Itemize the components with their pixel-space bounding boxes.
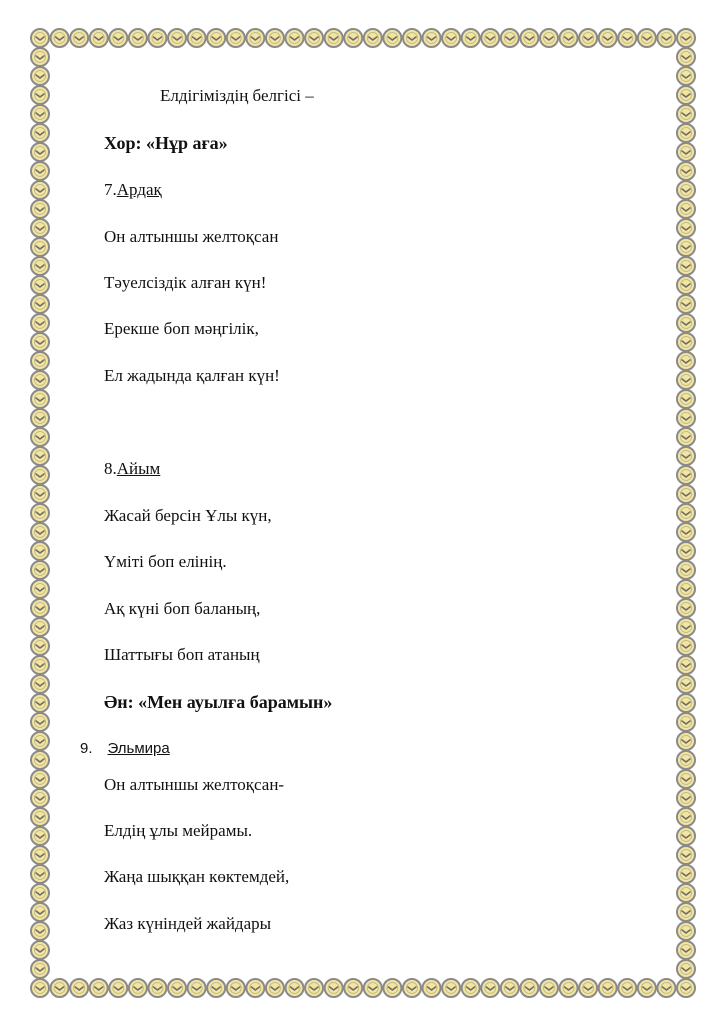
clock-ornament-icon — [31, 428, 49, 446]
clock-ornament-icon — [462, 979, 480, 997]
poem-line: Он алтыншы желтоқсан- — [104, 775, 285, 794]
clock-ornament-icon — [31, 903, 49, 921]
clock-ornament-icon — [168, 29, 186, 47]
clock-ornament-icon — [677, 637, 695, 655]
clock-ornament-icon — [560, 29, 578, 47]
clock-ornament-icon — [677, 580, 695, 598]
clock-ornament-icon — [31, 390, 49, 408]
clock-ornament-icon — [31, 941, 49, 959]
clock-ornament-icon — [31, 352, 49, 370]
clock-ornament-icon — [31, 48, 49, 66]
clock-ornament-icon — [403, 979, 421, 997]
clock-ornament-icon — [677, 827, 695, 845]
clock-ornament-icon — [442, 979, 460, 997]
clock-ornament-icon — [129, 979, 147, 997]
clock-ornament-icon — [246, 979, 264, 997]
clock-ornament-icon — [677, 314, 695, 332]
clock-ornament-icon — [305, 979, 323, 997]
clock-ornament-icon — [677, 257, 695, 275]
clock-ornament-icon — [31, 599, 49, 617]
clock-ornament-icon — [31, 143, 49, 161]
clock-ornament-icon — [481, 29, 499, 47]
clock-ornament-icon — [677, 86, 695, 104]
clock-ornament-icon — [305, 29, 323, 47]
clock-ornament-icon — [70, 979, 88, 997]
clock-ornament-icon — [31, 67, 49, 85]
clock-ornament-icon — [677, 485, 695, 503]
clock-ornament-icon — [677, 751, 695, 769]
clock-ornament-icon — [657, 979, 675, 997]
poem-line: Жасай берсін Ұлы күн, — [104, 506, 272, 525]
clock-ornament-icon — [31, 485, 49, 503]
clock-ornament-icon — [677, 466, 695, 484]
speaker-name: Эльмира — [107, 740, 170, 757]
clock-ornament-icon — [31, 922, 49, 940]
clock-ornament-icon — [90, 979, 108, 997]
clock-ornament-icon — [560, 979, 578, 997]
clock-ornament-icon — [31, 751, 49, 769]
clock-ornament-icon — [677, 542, 695, 560]
clock-ornament-icon — [423, 29, 441, 47]
clock-ornament-icon — [677, 409, 695, 427]
poem-line: Ақ күні боп баланың, — [104, 599, 261, 618]
clock-ornament-icon — [51, 29, 69, 47]
clock-ornament-icon — [168, 979, 186, 997]
clock-ornament-icon — [677, 238, 695, 256]
clock-ornament-icon — [31, 447, 49, 465]
clock-ornament-icon — [227, 979, 245, 997]
clock-ornament-icon — [540, 979, 558, 997]
clock-ornament-icon — [31, 295, 49, 313]
clock-ornament-icon — [31, 732, 49, 750]
clock-ornament-icon — [31, 637, 49, 655]
clock-ornament-icon — [31, 409, 49, 427]
song-heading-chorus: Хор: «Нұр аға» — [104, 133, 228, 153]
clock-ornament-icon — [677, 789, 695, 807]
clock-ornament-icon — [31, 846, 49, 864]
clock-ornament-icon — [677, 352, 695, 370]
clock-ornament-icon — [677, 523, 695, 541]
clock-ornament-icon — [677, 48, 695, 66]
clock-ornament-icon — [599, 979, 617, 997]
clock-ornament-icon — [677, 371, 695, 389]
clock-ornament-icon — [520, 29, 538, 47]
clock-ornament-icon — [638, 29, 656, 47]
clock-ornament-icon — [31, 314, 49, 332]
clock-ornament-icon — [31, 276, 49, 294]
clock-ornament-icon — [31, 466, 49, 484]
clock-ornament-icon — [31, 181, 49, 199]
clock-ornament-icon — [383, 29, 401, 47]
clock-ornament-icon — [677, 713, 695, 731]
clock-ornament-icon — [188, 29, 206, 47]
clock-ornament-icon — [677, 276, 695, 294]
clock-ornament-icon — [481, 979, 499, 997]
clock-ornament-icon — [677, 200, 695, 218]
poem-line: Ел жадында қалған күн! — [104, 366, 280, 385]
song-heading: Ән: «Мен ауылға барамын» — [104, 692, 333, 712]
speaker-number: 7. — [104, 180, 117, 199]
clock-ornament-icon — [677, 960, 695, 978]
clock-ornament-icon — [31, 960, 49, 978]
clock-ornament-icon — [677, 561, 695, 579]
clock-ornament-icon — [31, 865, 49, 883]
clock-ornament-icon — [31, 580, 49, 598]
clock-ornament-icon — [31, 200, 49, 218]
speaker-number: 8. — [104, 459, 117, 478]
clock-ornament-icon — [31, 238, 49, 256]
clock-ornament-icon — [657, 29, 675, 47]
clock-ornament-icon — [325, 29, 343, 47]
clock-ornament-icon — [618, 29, 636, 47]
poem-line: Ерекше боп мәңгілік, — [104, 319, 259, 338]
clock-ornament-icon — [677, 504, 695, 522]
clock-ornament-icon — [31, 770, 49, 788]
clock-ornament-icon — [285, 979, 303, 997]
clock-ornament-icon — [31, 523, 49, 541]
clock-ornament-icon — [423, 979, 441, 997]
clock-ornament-icon — [188, 979, 206, 997]
poem-line: Жаңа шыққан көктемдей, — [104, 867, 290, 886]
clock-ornament-icon — [31, 124, 49, 142]
clock-ornament-icon — [501, 29, 519, 47]
clock-ornament-icon — [442, 29, 460, 47]
clock-ornament-icon — [677, 694, 695, 712]
clock-ornament-icon — [364, 29, 382, 47]
clock-ornament-icon — [677, 941, 695, 959]
clock-ornament-icon — [31, 827, 49, 845]
clock-ornament-icon — [148, 979, 166, 997]
clock-ornament-icon — [677, 124, 695, 142]
clock-ornament-icon — [677, 181, 695, 199]
clock-ornament-icon — [51, 979, 69, 997]
clock-ornament-icon — [148, 29, 166, 47]
poem-line: Тәуелсіздік алған күн! — [104, 273, 267, 292]
clock-ornament-icon — [70, 29, 88, 47]
clock-ornament-icon — [677, 219, 695, 237]
clock-ornament-icon — [246, 29, 264, 47]
clock-ornament-icon — [677, 105, 695, 123]
clock-ornament-icon — [344, 29, 362, 47]
clock-ornament-icon — [462, 29, 480, 47]
clock-ornament-icon — [325, 979, 343, 997]
clock-ornament-icon — [677, 732, 695, 750]
clock-ornament-icon — [579, 29, 597, 47]
poem-line: Жаз күніндей жайдары — [104, 914, 272, 933]
clock-ornament-icon — [31, 86, 49, 104]
clock-ornament-icon — [677, 865, 695, 883]
clock-ornament-icon — [31, 29, 49, 47]
clock-ornament-icon — [520, 979, 538, 997]
clock-ornament-icon — [31, 561, 49, 579]
clock-ornament-icon — [31, 257, 49, 275]
clock-ornament-icon — [31, 618, 49, 636]
clock-ornament-icon — [31, 542, 49, 560]
clock-ornament-icon — [677, 903, 695, 921]
poem-line: Елдігіміздің белгісі – — [160, 86, 314, 105]
clock-ornament-icon — [677, 162, 695, 180]
clock-ornament-icon — [207, 29, 225, 47]
clock-ornament-icon — [677, 846, 695, 864]
clock-ornament-icon — [599, 29, 617, 47]
clock-ornament-icon — [383, 979, 401, 997]
clock-ornament-icon — [285, 29, 303, 47]
clock-ornament-icon — [677, 67, 695, 85]
poem-line: Он алтыншы желтоқсан — [104, 227, 279, 246]
clock-ornament-icon — [677, 884, 695, 902]
clock-ornament-icon — [31, 333, 49, 351]
speaker-number: 9. — [80, 740, 93, 757]
clock-ornament-icon — [109, 29, 127, 47]
clock-ornament-icon — [677, 390, 695, 408]
clock-ornament-icon — [31, 884, 49, 902]
clock-ornament-icon — [207, 979, 225, 997]
clock-ornament-icon — [129, 29, 147, 47]
clock-ornament-icon — [227, 29, 245, 47]
clock-ornament-icon — [677, 295, 695, 313]
clock-ornament-icon — [90, 29, 108, 47]
clock-ornament-icon — [618, 979, 636, 997]
clock-ornament-icon — [677, 143, 695, 161]
clock-ornament-icon — [501, 979, 519, 997]
clock-ornament-icon — [266, 29, 284, 47]
speaker-line — [104, 459, 160, 479]
clock-ornament-icon — [677, 656, 695, 674]
clock-ornament-icon — [31, 675, 49, 693]
clock-ornament-icon — [677, 599, 695, 617]
clock-ornament-icon — [31, 808, 49, 826]
clock-ornament-icon — [677, 770, 695, 788]
clock-ornament-icon — [677, 29, 695, 47]
clock-ornament-icon — [638, 979, 656, 997]
clock-ornament-icon — [31, 789, 49, 807]
clock-ornament-icon — [677, 447, 695, 465]
clock-ornament-icon — [677, 979, 695, 997]
clock-ornament-icon — [266, 979, 284, 997]
poem-line: Үміті боп елінің. — [104, 552, 227, 571]
speaker-line — [80, 739, 170, 759]
clock-ornament-icon — [31, 105, 49, 123]
clock-ornament-icon — [677, 618, 695, 636]
clock-ornament-icon — [31, 694, 49, 712]
clock-ornament-icon — [403, 29, 421, 47]
poem-line: Елдің ұлы мейрамы. — [104, 821, 253, 840]
clock-ornament-icon — [31, 656, 49, 674]
clock-ornament-icon — [364, 979, 382, 997]
clock-ornament-icon — [579, 979, 597, 997]
clock-ornament-icon — [31, 713, 49, 731]
clock-ornament-icon — [540, 29, 558, 47]
clock-ornament-icon — [31, 371, 49, 389]
clock-ornament-icon — [677, 428, 695, 446]
clock-ornament-icon — [677, 333, 695, 351]
clock-ornament-icon — [109, 979, 127, 997]
clock-ornament-icon — [344, 979, 362, 997]
speaker-name: Айым — [116, 459, 161, 478]
clock-ornament-icon — [677, 922, 695, 940]
speaker-line — [104, 180, 162, 200]
poem-line: Шаттығы боп атаның — [104, 645, 260, 664]
clock-ornament-icon — [677, 808, 695, 826]
clock-ornament-icon — [31, 162, 49, 180]
clock-ornament-icon — [31, 979, 49, 997]
speaker-name: Ардақ — [116, 180, 162, 199]
clock-ornament-icon — [31, 504, 49, 522]
clock-ornament-icon — [31, 219, 49, 237]
clock-ornament-icon — [677, 675, 695, 693]
